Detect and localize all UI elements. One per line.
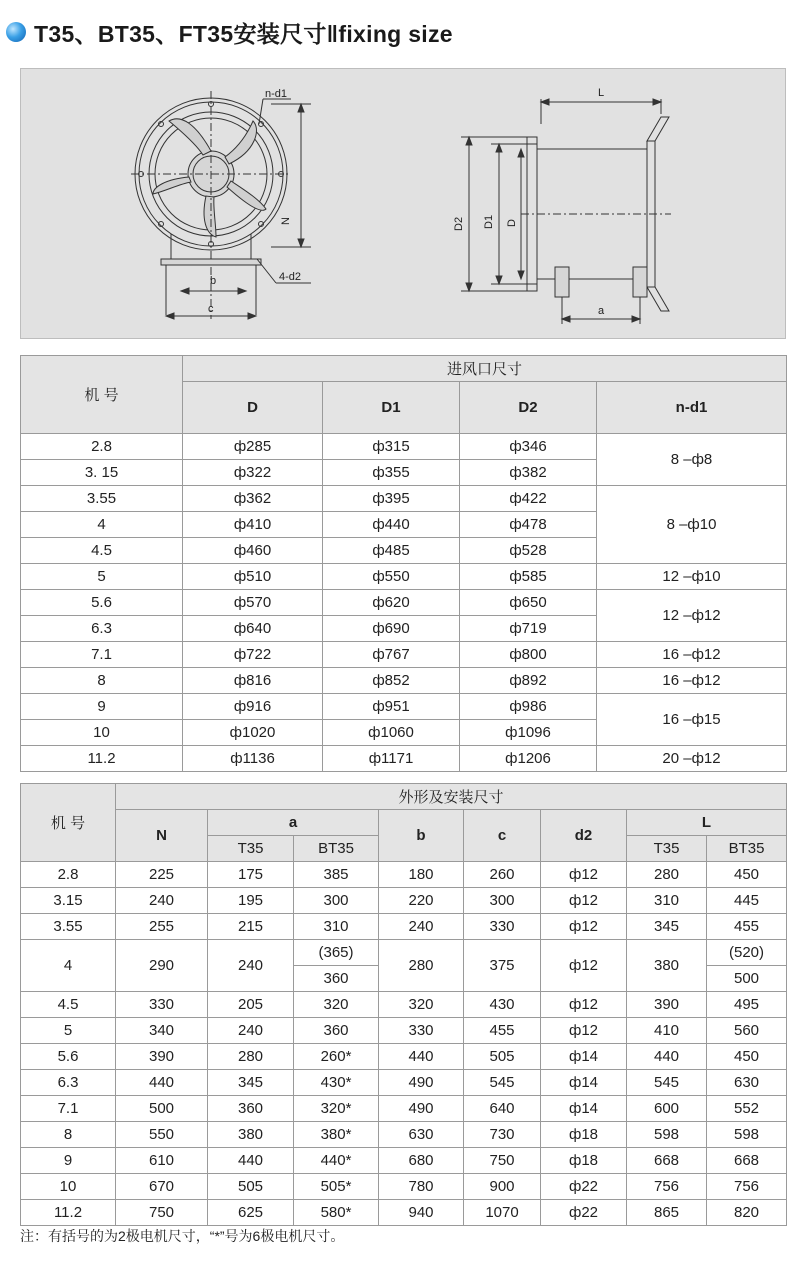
d2-value-cell: ф986 xyxy=(460,694,597,720)
m-cell: 9 xyxy=(21,1148,116,1174)
machine-no-cell: 9 xyxy=(21,694,183,720)
nd1-cell: 12 –ф10 xyxy=(597,564,787,590)
table-row xyxy=(21,590,787,616)
d2-cell: ф22 xyxy=(541,1174,627,1200)
l2-cell: 500 xyxy=(707,966,787,992)
table-row xyxy=(21,486,787,512)
d2-value-cell: ф1206 xyxy=(460,746,597,772)
l2-cell: 445 xyxy=(707,888,787,914)
header-L: L xyxy=(627,810,787,836)
outline-group-header: 外形及安装尺寸 xyxy=(116,784,787,810)
c-cell: 455 xyxy=(464,1018,541,1044)
machine-no-header-2: 机 号 xyxy=(21,784,116,862)
d2-cell: ф14 xyxy=(541,1044,627,1070)
b-cell: 320 xyxy=(379,992,464,1018)
a1-cell: 205 xyxy=(208,992,294,1018)
d1-value-cell: ф485 xyxy=(323,538,460,564)
d2-cell: ф12 xyxy=(541,1018,627,1044)
table-row xyxy=(21,1200,787,1226)
d1-value-cell: ф620 xyxy=(323,590,460,616)
d2-value-cell: ф1096 xyxy=(460,720,597,746)
m-cell: 8 xyxy=(21,1122,116,1148)
a1-cell: 360 xyxy=(208,1096,294,1122)
l1-cell: 668 xyxy=(627,1148,707,1174)
d-value-cell: ф410 xyxy=(183,512,323,538)
table-row xyxy=(21,694,787,720)
m-cell: 4 xyxy=(21,940,116,992)
d-value-cell: ф640 xyxy=(183,616,323,642)
a1-cell: 345 xyxy=(208,1070,294,1096)
table-row xyxy=(21,1096,787,1122)
header-D1: D1 xyxy=(323,382,460,434)
l1-cell: 410 xyxy=(627,1018,707,1044)
d2-cell: ф12 xyxy=(541,914,627,940)
m-cell: 2.8 xyxy=(21,862,116,888)
machine-no-cell: 10 xyxy=(21,720,183,746)
d-value-cell: ф1020 xyxy=(183,720,323,746)
machine-no-cell: 3. 15 xyxy=(21,460,183,486)
l1-cell: 390 xyxy=(627,992,707,1018)
table-row xyxy=(21,1148,787,1174)
table-row xyxy=(21,668,787,694)
machine-no-cell: 5 xyxy=(21,564,183,590)
a2-cell: 380* xyxy=(294,1122,379,1148)
d-value-cell: ф816 xyxy=(183,668,323,694)
d2-cell: ф12 xyxy=(541,992,627,1018)
m-cell: 10 xyxy=(21,1174,116,1200)
c-cell: 505 xyxy=(464,1044,541,1070)
d2-value-cell: ф892 xyxy=(460,668,597,694)
d-value-cell: ф916 xyxy=(183,694,323,720)
inlet-dimensions-table xyxy=(20,355,787,772)
n-cell: 440 xyxy=(116,1070,208,1096)
d2-value-cell: ф478 xyxy=(460,512,597,538)
nd1-cell: 8 –ф8 xyxy=(597,434,787,486)
l2-cell: 630 xyxy=(707,1070,787,1096)
a1-cell: 625 xyxy=(208,1200,294,1226)
label-D2: D2 xyxy=(453,216,465,231)
outline-table-body xyxy=(21,862,787,1226)
n-cell: 550 xyxy=(116,1122,208,1148)
fixing-size-diagram xyxy=(20,68,786,339)
m-cell: 3.55 xyxy=(21,914,116,940)
n-cell: 255 xyxy=(116,914,208,940)
label-nd1: n-d1 xyxy=(265,88,288,100)
section-title: T35、BT35、FT35安装尺寸‖fixing size xyxy=(34,20,453,47)
b-cell: 490 xyxy=(379,1070,464,1096)
b-cell: 220 xyxy=(379,888,464,914)
d1-value-cell: ф550 xyxy=(323,564,460,590)
machine-no-cell: 3.55 xyxy=(21,486,183,512)
d2-value-cell: ф422 xyxy=(460,486,597,512)
a1-cell: 440 xyxy=(208,1148,294,1174)
d1-value-cell: ф395 xyxy=(323,486,460,512)
d1-value-cell: ф1171 xyxy=(323,746,460,772)
d2-value-cell: ф346 xyxy=(460,434,597,460)
l2-cell: 450 xyxy=(707,862,787,888)
b-cell: 180 xyxy=(379,862,464,888)
a2-cell: 260* xyxy=(294,1044,379,1070)
machine-no-cell: 2.8 xyxy=(21,434,183,460)
n-cell: 500 xyxy=(116,1096,208,1122)
header-D: D xyxy=(183,382,323,434)
a1-cell: 240 xyxy=(208,1018,294,1044)
nd1-cell: 12 –ф12 xyxy=(597,590,787,642)
l1-cell: 380 xyxy=(627,940,707,992)
m-cell: 5 xyxy=(21,1018,116,1044)
table-row xyxy=(21,1018,787,1044)
side-view xyxy=(461,99,671,324)
n-cell: 610 xyxy=(116,1148,208,1174)
l1-cell: 865 xyxy=(627,1200,707,1226)
header-D2: D2 xyxy=(460,382,597,434)
b-cell: 680 xyxy=(379,1148,464,1174)
table-row xyxy=(21,1174,787,1200)
header-a-bt35: BT35 xyxy=(294,836,379,862)
n-cell: 240 xyxy=(116,888,208,914)
nd1-cell: 20 –ф12 xyxy=(597,746,787,772)
blue-sphere-bullet-icon xyxy=(6,22,26,42)
n-cell: 290 xyxy=(116,940,208,992)
d-value-cell: ф1136 xyxy=(183,746,323,772)
table-row xyxy=(21,1122,787,1148)
machine-no-cell: 11.2 xyxy=(21,746,183,772)
table-row xyxy=(21,862,787,888)
d2-value-cell: ф800 xyxy=(460,642,597,668)
d-value-cell: ф362 xyxy=(183,486,323,512)
l1-cell: 345 xyxy=(627,914,707,940)
m-cell: 5.6 xyxy=(21,1044,116,1070)
d2-cell: ф18 xyxy=(541,1122,627,1148)
d1-value-cell: ф1060 xyxy=(323,720,460,746)
label-4d2: 4-d2 xyxy=(279,271,302,283)
l2-cell: 598 xyxy=(707,1122,787,1148)
table-row xyxy=(21,434,787,460)
n-cell: 330 xyxy=(116,992,208,1018)
c-cell: 375 xyxy=(464,940,541,992)
l1-cell: 600 xyxy=(627,1096,707,1122)
b-cell: 630 xyxy=(379,1122,464,1148)
table-row xyxy=(21,1070,787,1096)
n-cell: 340 xyxy=(116,1018,208,1044)
a2-cell: 385 xyxy=(294,862,379,888)
a1-cell: 215 xyxy=(208,914,294,940)
d1-value-cell: ф852 xyxy=(323,668,460,694)
c-cell: 260 xyxy=(464,862,541,888)
d-value-cell: ф722 xyxy=(183,642,323,668)
a2-cell: 430* xyxy=(294,1070,379,1096)
a2-cell: 300 xyxy=(294,888,379,914)
d1-value-cell: ф315 xyxy=(323,434,460,460)
m-cell: 7.1 xyxy=(21,1096,116,1122)
nd1-cell: 16 –ф12 xyxy=(597,642,787,668)
inlet-table-body xyxy=(21,434,787,772)
header-d2: d2 xyxy=(541,810,627,862)
label-c: c xyxy=(208,303,214,315)
header-l-bt35: BT35 xyxy=(707,836,787,862)
d2-value-cell: ф528 xyxy=(460,538,597,564)
d-value-cell: ф285 xyxy=(183,434,323,460)
c-cell: 430 xyxy=(464,992,541,1018)
a2-cell: (365) xyxy=(294,940,379,966)
l2-cell: 450 xyxy=(707,1044,787,1070)
a2-cell: 320* xyxy=(294,1096,379,1122)
a2-cell: 505* xyxy=(294,1174,379,1200)
d2-cell: ф22 xyxy=(541,1200,627,1226)
label-L: L xyxy=(598,87,605,99)
header-a-t35: T35 xyxy=(208,836,294,862)
a2-cell: 580* xyxy=(294,1200,379,1226)
b-cell: 940 xyxy=(379,1200,464,1226)
d1-value-cell: ф951 xyxy=(323,694,460,720)
b-cell: 330 xyxy=(379,1018,464,1044)
label-b: b xyxy=(210,275,217,287)
table-row xyxy=(21,940,787,966)
header-l-t35: T35 xyxy=(627,836,707,862)
l2-cell: (520) xyxy=(707,940,787,966)
label-D: D xyxy=(506,219,518,227)
outline-mounting-table xyxy=(20,783,787,1226)
n-cell: 670 xyxy=(116,1174,208,1200)
l2-cell: 820 xyxy=(707,1200,787,1226)
header-c: c xyxy=(464,810,541,862)
a2-cell: 360 xyxy=(294,966,379,992)
d1-value-cell: ф690 xyxy=(323,616,460,642)
table-row xyxy=(21,914,787,940)
d2-cell: ф14 xyxy=(541,1096,627,1122)
header-a: a xyxy=(208,810,379,836)
b-cell: 280 xyxy=(379,940,464,992)
b-cell: 490 xyxy=(379,1096,464,1122)
l2-cell: 756 xyxy=(707,1174,787,1200)
c-cell: 900 xyxy=(464,1174,541,1200)
section-header xyxy=(6,14,453,50)
d2-cell: ф12 xyxy=(541,888,627,914)
a1-cell: 380 xyxy=(208,1122,294,1148)
l2-cell: 560 xyxy=(707,1018,787,1044)
label-N: N xyxy=(280,217,292,225)
b-cell: 780 xyxy=(379,1174,464,1200)
l1-cell: 598 xyxy=(627,1122,707,1148)
d-value-cell: ф510 xyxy=(183,564,323,590)
d2-value-cell: ф719 xyxy=(460,616,597,642)
a1-cell: 175 xyxy=(208,862,294,888)
machine-no-cell: 4.5 xyxy=(21,538,183,564)
d1-value-cell: ф767 xyxy=(323,642,460,668)
machine-no-cell: 5.6 xyxy=(21,590,183,616)
l2-cell: 495 xyxy=(707,992,787,1018)
c-cell: 330 xyxy=(464,914,541,940)
l1-cell: 310 xyxy=(627,888,707,914)
d2-cell: ф12 xyxy=(541,940,627,992)
d2-cell: ф18 xyxy=(541,1148,627,1174)
c-cell: 640 xyxy=(464,1096,541,1122)
l2-cell: 552 xyxy=(707,1096,787,1122)
table-row xyxy=(21,888,787,914)
l2-cell: 668 xyxy=(707,1148,787,1174)
inlet-group-header: 进风口尺寸 xyxy=(183,356,787,382)
table-row xyxy=(21,564,787,590)
b-cell: 440 xyxy=(379,1044,464,1070)
m-cell: 11.2 xyxy=(21,1200,116,1226)
header-N: N xyxy=(116,810,208,862)
nd1-cell: 8 –ф10 xyxy=(597,486,787,564)
c-cell: 750 xyxy=(464,1148,541,1174)
a2-cell: 310 xyxy=(294,914,379,940)
d1-value-cell: ф440 xyxy=(323,512,460,538)
l1-cell: 280 xyxy=(627,862,707,888)
nd1-cell: 16 –ф15 xyxy=(597,694,787,746)
header-nd1: n-d1 xyxy=(597,382,787,434)
nd1-cell: 16 –ф12 xyxy=(597,668,787,694)
machine-no-cell: 4 xyxy=(21,512,183,538)
a1-cell: 195 xyxy=(208,888,294,914)
d-value-cell: ф322 xyxy=(183,460,323,486)
a1-cell: 505 xyxy=(208,1174,294,1200)
d2-cell: ф12 xyxy=(541,862,627,888)
m-cell: 6.3 xyxy=(21,1070,116,1096)
machine-no-cell: 6.3 xyxy=(21,616,183,642)
d-value-cell: ф570 xyxy=(183,590,323,616)
d2-cell: ф14 xyxy=(541,1070,627,1096)
m-cell: 3.15 xyxy=(21,888,116,914)
machine-no-header: 机 号 xyxy=(21,356,183,434)
d2-value-cell: ф650 xyxy=(460,590,597,616)
a2-cell: 320 xyxy=(294,992,379,1018)
a1-cell: 240 xyxy=(208,940,294,992)
c-cell: 545 xyxy=(464,1070,541,1096)
machine-no-cell: 8 xyxy=(21,668,183,694)
d-value-cell: ф460 xyxy=(183,538,323,564)
table-row xyxy=(21,642,787,668)
m-cell: 4.5 xyxy=(21,992,116,1018)
d1-value-cell: ф355 xyxy=(323,460,460,486)
l1-cell: 545 xyxy=(627,1070,707,1096)
front-view xyxy=(131,91,311,319)
n-cell: 225 xyxy=(116,862,208,888)
machine-no-cell: 7.1 xyxy=(21,642,183,668)
table-row xyxy=(21,992,787,1018)
d2-value-cell: ф382 xyxy=(460,460,597,486)
l2-cell: 455 xyxy=(707,914,787,940)
table-row xyxy=(21,1044,787,1070)
c-cell: 1070 xyxy=(464,1200,541,1226)
n-cell: 390 xyxy=(116,1044,208,1070)
l1-cell: 440 xyxy=(627,1044,707,1070)
label-D1: D1 xyxy=(483,214,495,229)
fan-drawing-svg xyxy=(21,69,787,340)
table-row xyxy=(21,746,787,772)
n-cell: 750 xyxy=(116,1200,208,1226)
header-b: b xyxy=(379,810,464,862)
a2-cell: 440* xyxy=(294,1148,379,1174)
a2-cell: 360 xyxy=(294,1018,379,1044)
l1-cell: 756 xyxy=(627,1174,707,1200)
label-a: a xyxy=(598,305,605,317)
footnote: 注：有括号的为2极电机尺寸，“*”号为6极电机尺寸。 xyxy=(20,1228,345,1244)
c-cell: 730 xyxy=(464,1122,541,1148)
b-cell: 240 xyxy=(379,914,464,940)
a1-cell: 280 xyxy=(208,1044,294,1070)
c-cell: 300 xyxy=(464,888,541,914)
d2-value-cell: ф585 xyxy=(460,564,597,590)
